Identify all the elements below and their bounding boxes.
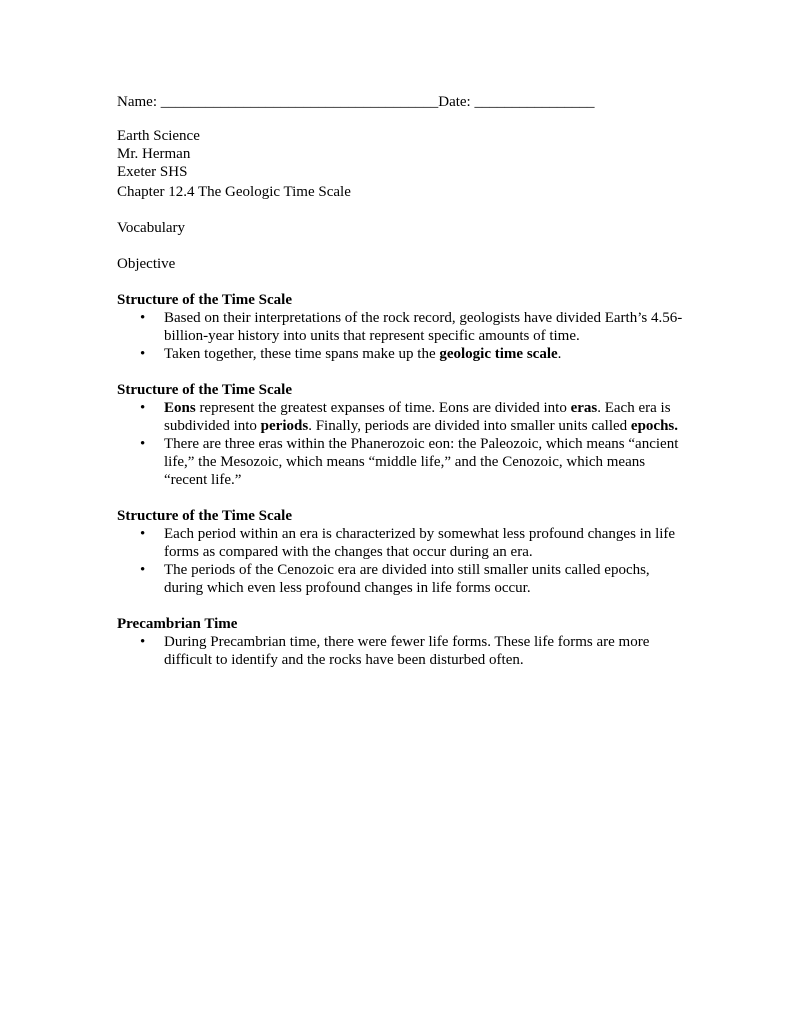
bullet-icon: • bbox=[140, 562, 146, 578]
date-blank: ________________ bbox=[474, 94, 595, 110]
term-eons: Eons bbox=[164, 400, 196, 416]
list-item bbox=[117, 435, 687, 489]
name-label: Name: bbox=[117, 94, 161, 110]
bullet-list bbox=[117, 399, 687, 489]
list-item bbox=[117, 633, 687, 669]
section-heading: Structure of the Time Scale bbox=[117, 508, 292, 524]
list-item bbox=[117, 561, 687, 597]
list-item bbox=[117, 309, 687, 345]
section-3 bbox=[117, 507, 687, 597]
list-item bbox=[117, 525, 687, 561]
bullet-icon: • bbox=[140, 400, 146, 416]
course-info bbox=[117, 127, 687, 181]
course-name: Earth Science bbox=[117, 128, 200, 144]
bullet-icon: • bbox=[140, 346, 146, 362]
chapter-title: Chapter 12.4 The Geologic Time Scale bbox=[117, 184, 351, 200]
document-content bbox=[117, 93, 687, 669]
objective-label: Objective bbox=[117, 256, 176, 272]
bullet-list bbox=[117, 309, 687, 363]
bullet-icon: • bbox=[140, 634, 146, 650]
bullet-text: represent the greatest expanses of time. Eons are divided into bbox=[195, 400, 571, 416]
term-periods: periods bbox=[260, 418, 309, 434]
bullet-list bbox=[117, 525, 687, 597]
school-name: Exeter SHS bbox=[117, 164, 188, 180]
bullet-icon: • bbox=[140, 436, 146, 452]
section-heading: Structure of the Time Scale bbox=[117, 382, 292, 398]
vocabulary-label: Vocabulary bbox=[117, 220, 186, 236]
list-item bbox=[117, 399, 687, 435]
list-item bbox=[117, 345, 687, 363]
section-2 bbox=[117, 381, 687, 489]
bullet-list bbox=[117, 633, 687, 669]
date-label: Date: bbox=[438, 94, 475, 110]
bullet-text: During Precambrian time, there were fewer life forms. These life forms are more difficult to identify and the rocks have been disturbed often. bbox=[164, 634, 650, 668]
term-eras: eras bbox=[570, 400, 598, 416]
bullet-text: . Finally, periods are divided into smaller units called bbox=[308, 418, 631, 434]
bullet-text: . bbox=[557, 346, 562, 362]
bullet-icon: • bbox=[140, 310, 146, 326]
name-date-line bbox=[117, 93, 687, 111]
bullet-text: Each period within an era is characterized by somewhat less profound changes in life forms as compared with the changes that occur during an era. bbox=[164, 526, 676, 560]
term-geologic-time-scale: geologic time scale bbox=[439, 346, 558, 362]
section-1 bbox=[117, 291, 687, 363]
bullet-text: Based on their interpretations of the rock record, geologists have divided Earth’s 4.56-billion-year history into units that represent specific amounts of time. bbox=[164, 310, 683, 344]
bullet-text: . Each era is subdivided into bbox=[164, 400, 671, 434]
section-4 bbox=[117, 615, 687, 669]
term-epochs: epochs. bbox=[630, 418, 678, 434]
bullet-text: Taken together, these time spans make up the bbox=[164, 346, 440, 362]
section-heading: Precambrian Time bbox=[117, 616, 238, 632]
bullet-text: There are three eras within the Phanerozoic eon: the Paleozoic, which means “ancient life,” the Mesozoic, which means “middle life,” and the Cenozoic, which means “recent life.” bbox=[164, 436, 679, 488]
name-blank: _____________________________________ bbox=[160, 94, 439, 110]
bullet-icon: • bbox=[140, 526, 146, 542]
section-heading: Structure of the Time Scale bbox=[117, 292, 292, 308]
teacher-name: Mr. Herman bbox=[117, 146, 191, 162]
bullet-text: The periods of the Cenozoic era are divided into still smaller units called epochs, during which even less profound changes in life forms occur. bbox=[164, 562, 650, 596]
